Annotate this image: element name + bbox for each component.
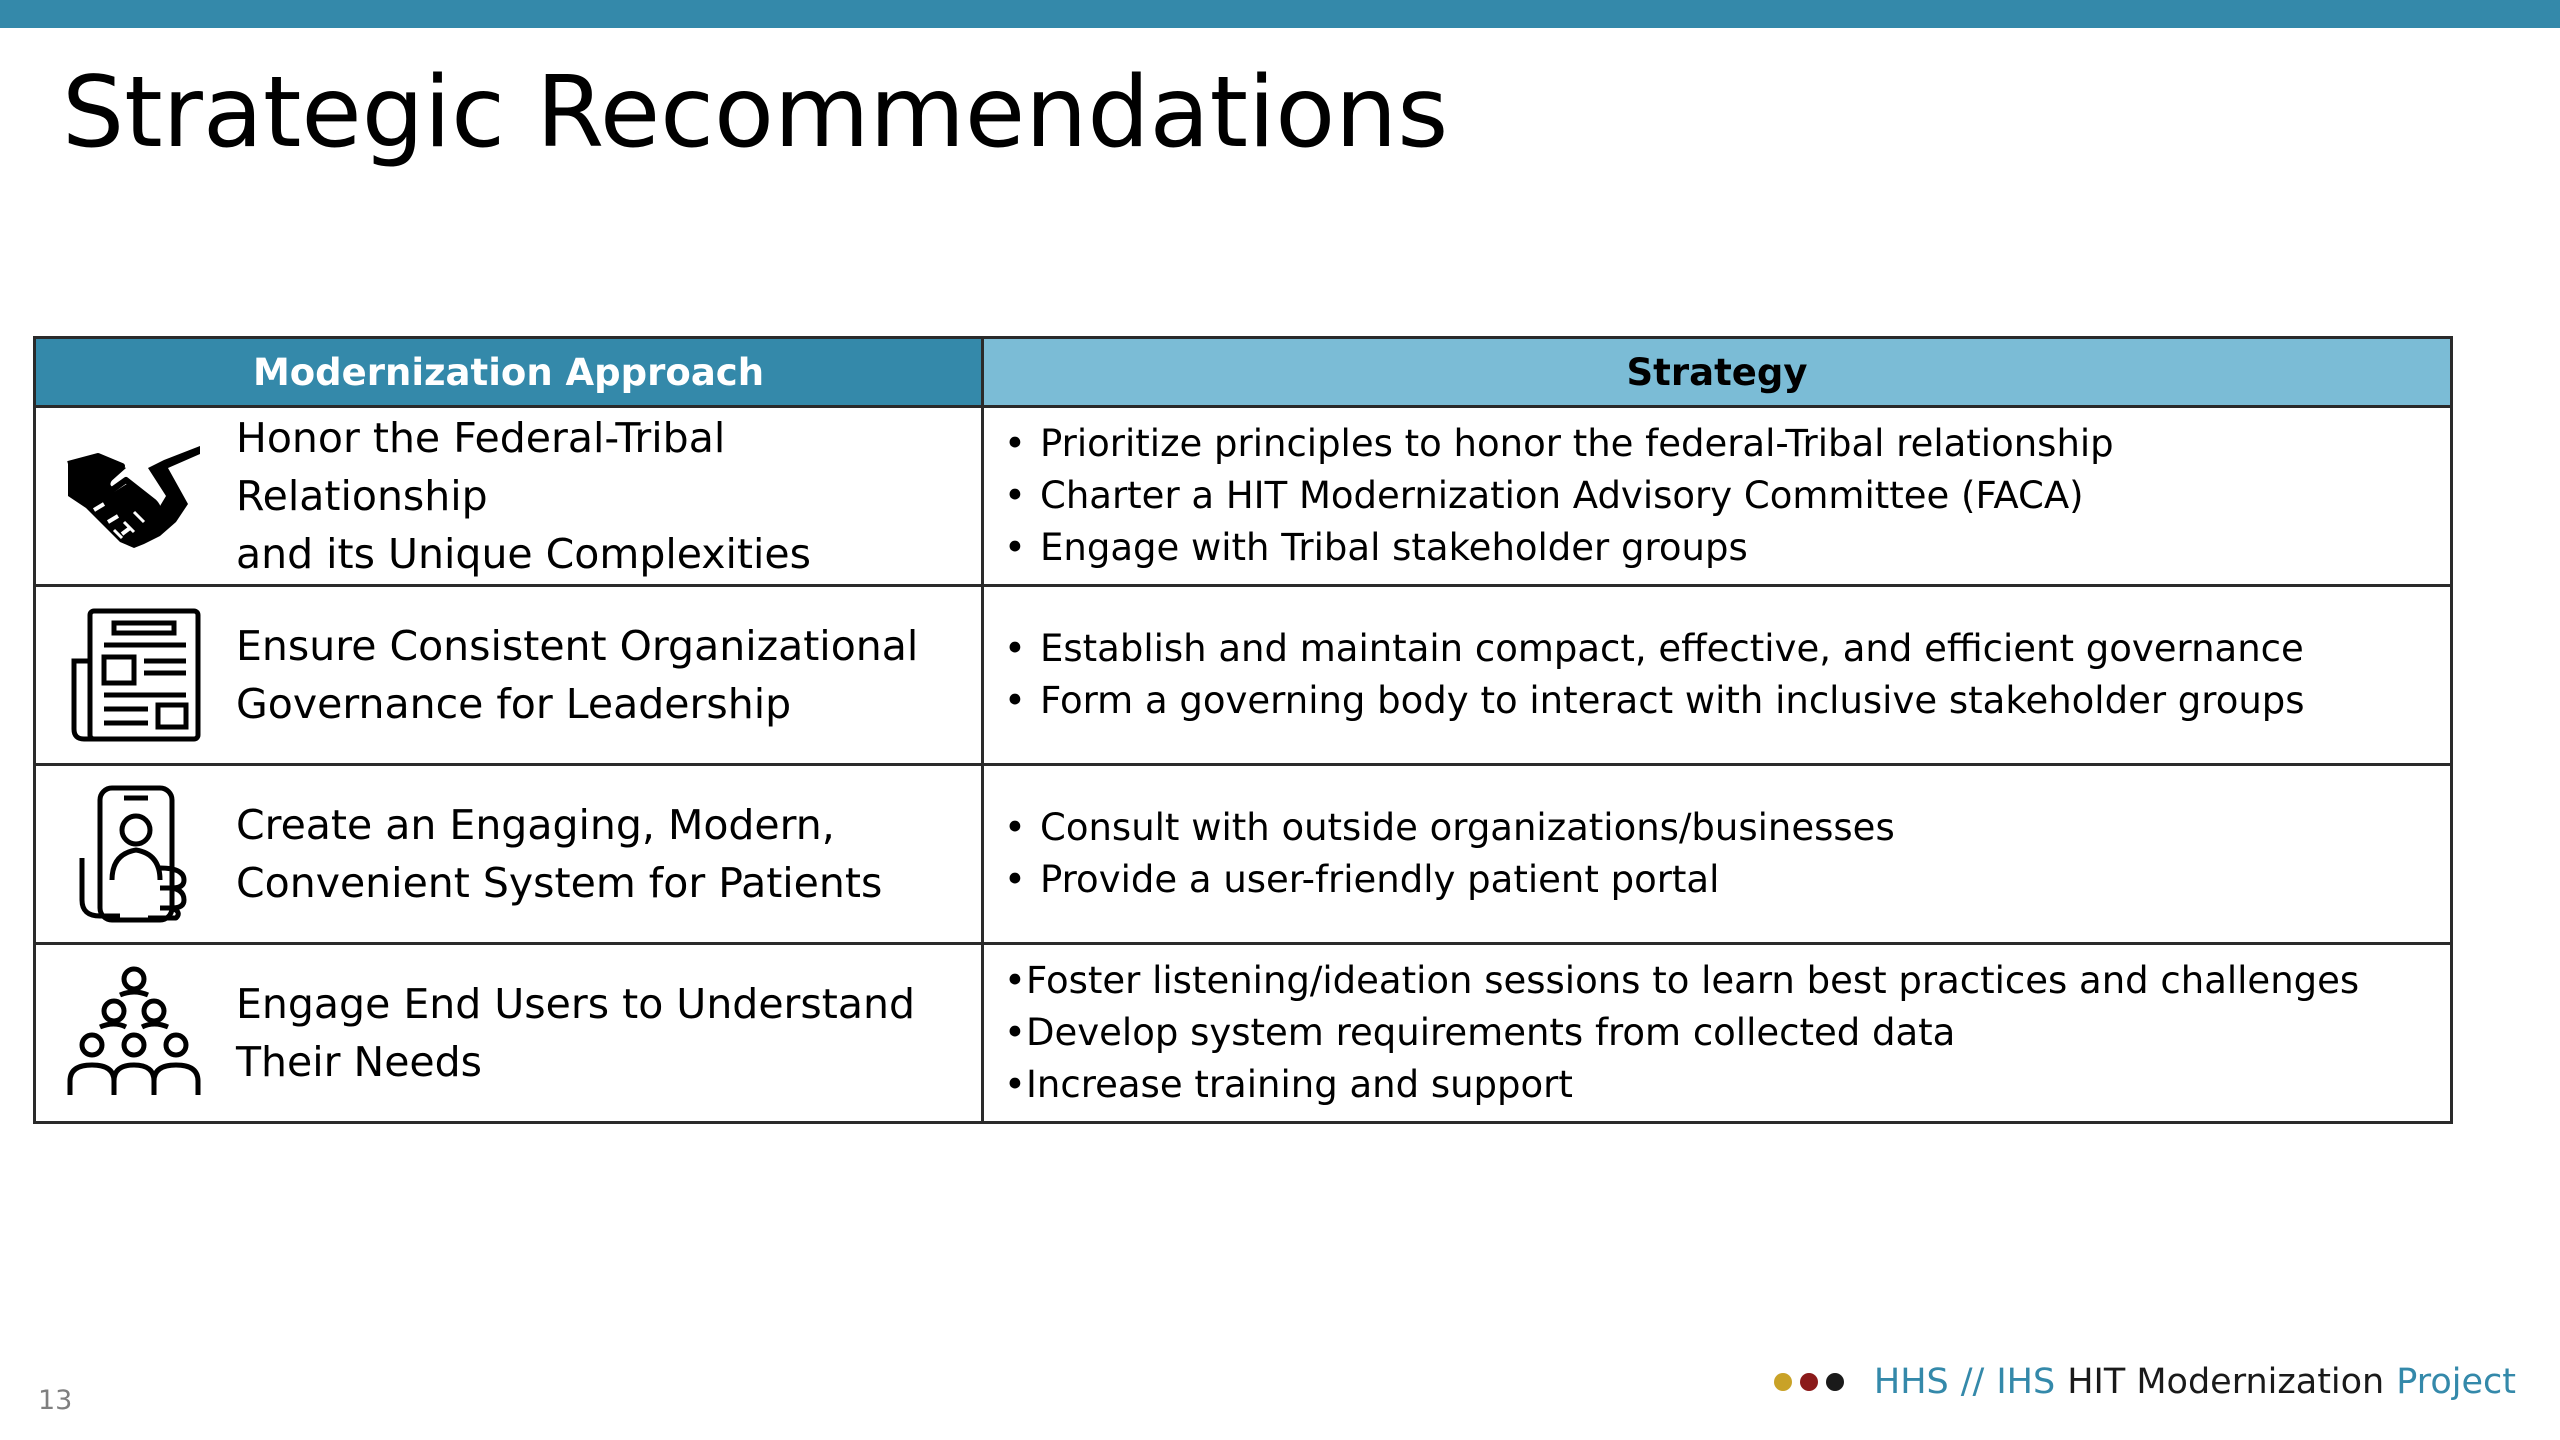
footer-hhs: HHS [1873,1362,1949,1402]
approach-cell [35,765,983,944]
strategy-item: • Develop system requirements from collected data [1004,1007,2450,1059]
footer-ihs: IHS [1996,1362,2056,1402]
strategy-list [984,955,2450,1111]
approach-text: Engage End Users to Understand Their Needs [236,980,915,1086]
strategy-item: • Increase training and support [1004,1059,2450,1111]
strategy-cell [983,407,2452,586]
approach-text: Honor the Federal-Tribal Relationship and its Unique Complexities [236,414,811,578]
brand-dots [1774,1373,1852,1391]
strategy-item: • Foster listening/ideation sessions to learn best practices and challenges [1004,955,2450,1007]
strategy-cell [983,765,2452,944]
strategy-list [984,802,2450,906]
brand-dot-black [1826,1373,1844,1391]
top-band [0,0,2560,28]
strategy-cell [983,586,2452,765]
strategy-item: • Establish and maintain compact, effective, and efficient governance [1004,623,2450,675]
footer-branding [1774,1362,2516,1402]
table-row [35,944,2452,1123]
header-modernization-approach: Modernization Approach [35,338,983,407]
approach-cell [35,586,983,765]
approach-text: Create an Engaging, Modern, Convenient System for Patients [236,801,883,907]
footer-hit-modernization: HIT Modernization [2067,1362,2385,1402]
brand-dot-red [1800,1373,1818,1391]
approach-text: Ensure Consistent Organizational Governance for Leadership [236,622,919,728]
footer-separator: // [1960,1362,1985,1402]
strategy-item: • Prioritize principles to honor the federal-Tribal relationship [1004,418,2450,470]
table-row [35,765,2452,944]
people-group-icon [64,963,204,1103]
mobile-patient-icon [64,784,204,924]
page-number: 13 [38,1385,73,1416]
strategy-item: • Charter a HIT Modernization Advisory Committee (FACA) [1004,470,2450,522]
page-title: Strategic Recommendations [62,56,1449,170]
brand-dot-gold [1774,1373,1792,1391]
approach-cell [35,407,983,586]
recommendations-table [33,336,2453,1124]
strategy-list [984,418,2450,574]
strategy-item: • Consult with outside organizations/businesses [1004,802,2450,854]
table-row [35,586,2452,765]
strategy-item: • Engage with Tribal stakeholder groups [1004,522,2450,574]
strategy-cell [983,944,2452,1123]
footer-project: Project [2396,1362,2516,1402]
table-row [35,407,2452,586]
table-header-row [35,338,2452,407]
newspaper-icon [64,605,204,745]
strategy-item: • Provide a user-friendly patient portal [1004,854,2450,906]
header-strategy: Strategy [983,338,2452,407]
approach-cell [35,944,983,1123]
strategy-list [984,623,2450,727]
strategy-item: • Form a governing body to interact with inclusive stakeholder groups [1004,675,2450,727]
handshake-icon [64,426,204,566]
